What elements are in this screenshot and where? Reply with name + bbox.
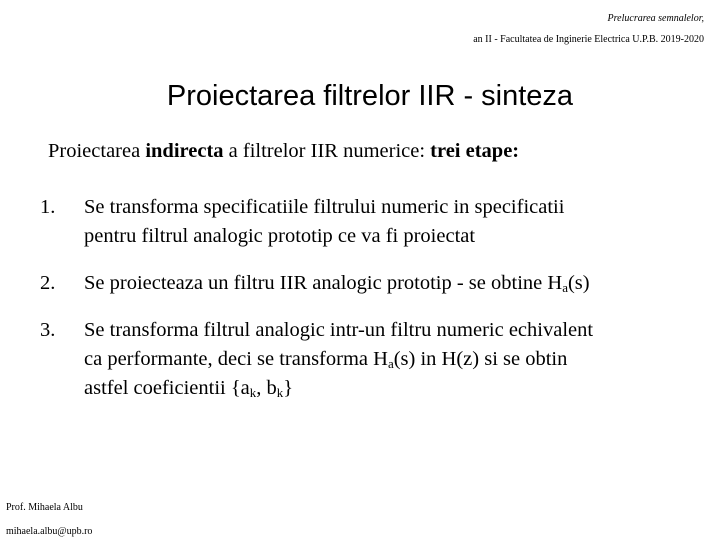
slide-footer xyxy=(6,496,92,544)
step-item-3 xyxy=(40,316,700,403)
step-text: ca performante, deci se transforma H xyxy=(84,348,388,370)
slide-title: Proiectarea filtrelor IIR - sinteza xyxy=(166,80,574,112)
step-text: Se proiecteaza un filtru IIR analogic prototip - se obtine H xyxy=(84,272,563,294)
subscript: k xyxy=(276,385,284,400)
subscript: a xyxy=(387,356,394,371)
course-name: Prelucrarea semnalelor, xyxy=(607,13,704,24)
faculty-line: an II - Facultatea de Inginerie Electrica U.P.B. 2019-2020 xyxy=(473,34,704,45)
step-number: 2. xyxy=(40,272,56,294)
subscript: k xyxy=(249,385,257,400)
step-text: , b xyxy=(256,377,277,399)
step-line xyxy=(84,374,700,403)
step-item-1 xyxy=(40,193,700,251)
step-text: } xyxy=(283,377,294,399)
intro-bold-indirecta: indirecta xyxy=(145,140,224,162)
step-line: Se transforma specificatiile filtrului numeric in specificatii xyxy=(84,196,565,218)
author-name: Prof. Mihaela Albu xyxy=(6,502,83,513)
subscript: a xyxy=(562,280,568,295)
step-item-2 xyxy=(40,269,700,298)
step-line xyxy=(84,269,700,298)
steps-list xyxy=(40,193,700,403)
author-email: mihaela.albu@upb.ro xyxy=(6,526,93,537)
step-line xyxy=(84,345,700,374)
intro-line xyxy=(48,140,519,163)
step-line: Se transforma filtrul analogic intr-un filtru numeric echivalent xyxy=(84,319,594,341)
step-number: 1. xyxy=(40,196,56,218)
slide-header xyxy=(473,8,704,50)
intro-text-2: a filtrelor IIR numerice: xyxy=(223,140,431,162)
step-line: pentru filtrul analogic prototip ce va fi proiectat xyxy=(84,225,476,247)
intro-bold-trei-etape: trei etape: xyxy=(430,140,520,162)
step-number: 3. xyxy=(40,319,56,341)
step-text: (s) in H(z) si se obtin xyxy=(393,348,568,370)
step-text: astfel coeficientii {a xyxy=(84,377,250,399)
intro-text-1: Proiectarea xyxy=(48,140,146,162)
step-text: (s) xyxy=(567,272,590,294)
